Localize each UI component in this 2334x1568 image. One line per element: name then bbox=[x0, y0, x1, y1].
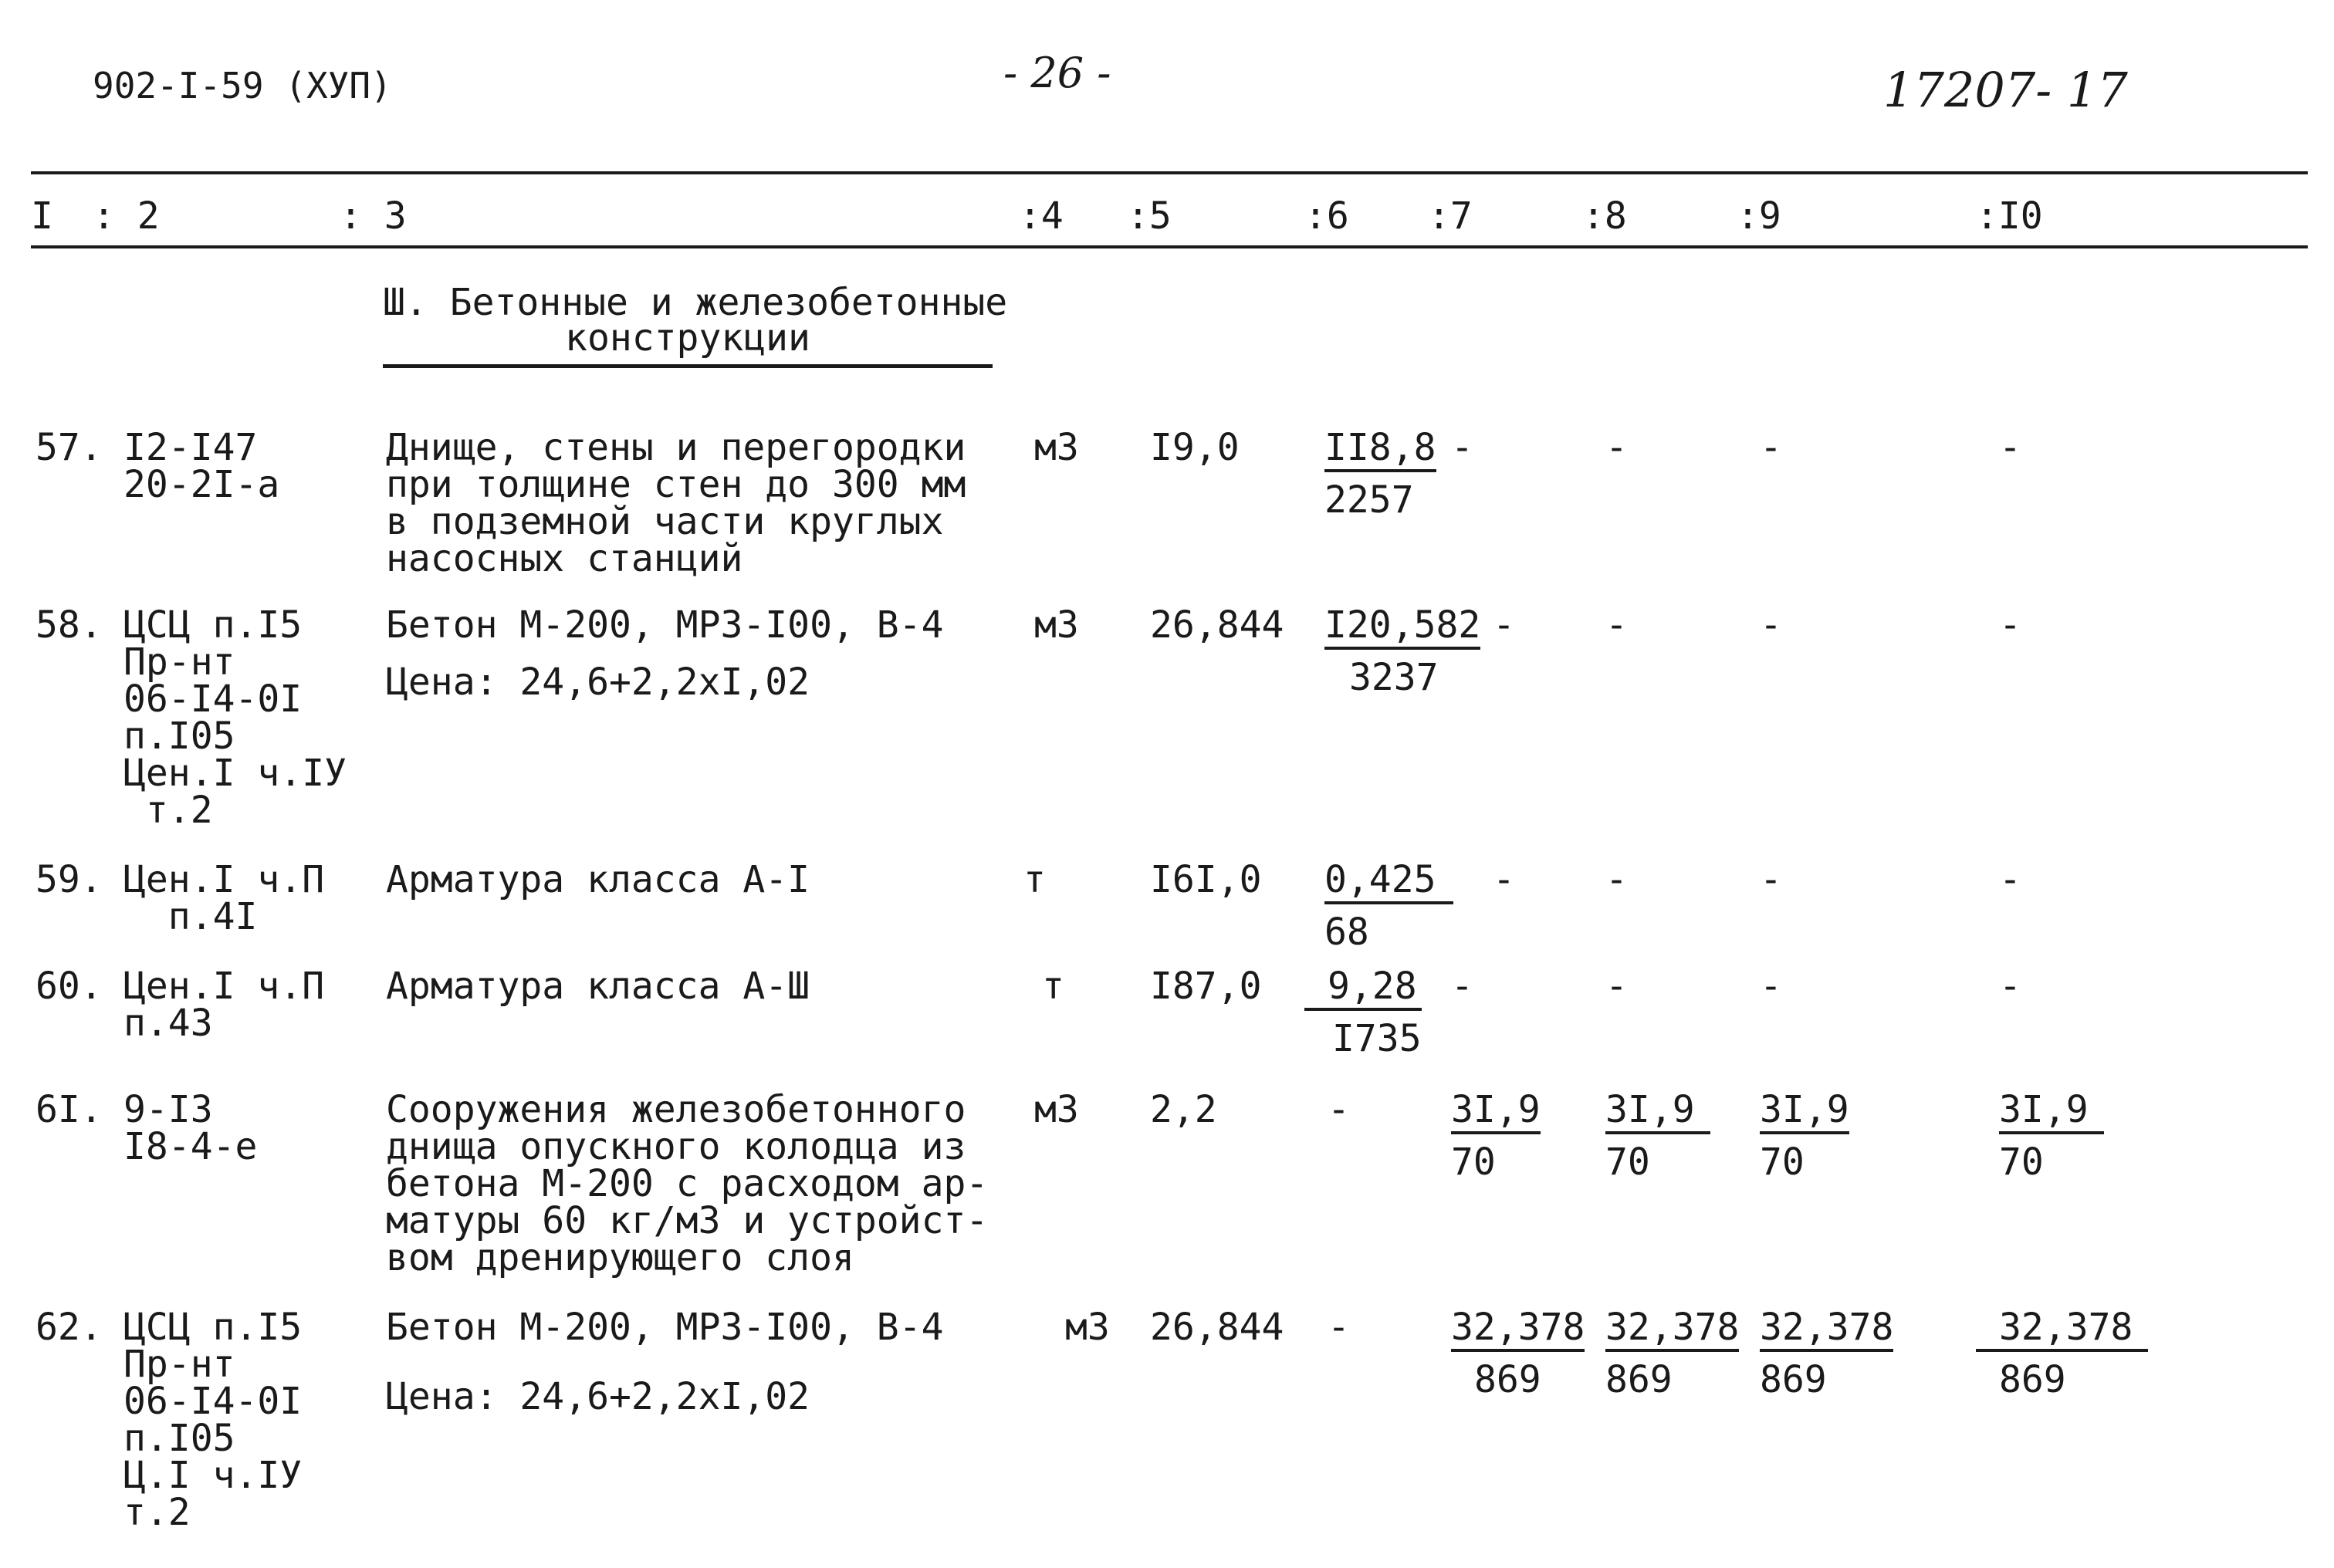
row-col10-fraction bbox=[1976, 1306, 2148, 1401]
row-unit: т bbox=[1023, 858, 1046, 901]
row-description: Днище, стены и перегородки при толщине стен до 300 мм в подземной части круглых насосных станций bbox=[386, 426, 966, 580]
row-unit: м3 bbox=[1034, 426, 1079, 469]
column-header-6: :6 bbox=[1304, 194, 1349, 238]
row-col7: - bbox=[1451, 965, 1473, 1008]
row-description: Сооружения железобетонного днища опускного колодца из бетона М-200 с расходом ар- матуры 60 кг/м3 и устройст- вом дренирующего слоя bbox=[386, 1088, 989, 1279]
row-code: ЦСЦ п.I5 Пр-нт 06-I4-0I п.I05 Цен.I ч.IУ т.2 bbox=[123, 603, 347, 832]
row-col7: - bbox=[1493, 603, 1515, 647]
fraction-top: 3I,9 bbox=[1451, 1091, 1541, 1134]
column-header-9: :9 bbox=[1737, 194, 1781, 238]
fraction-bottom: 70 bbox=[1605, 1141, 1650, 1184]
column-header-10: :I0 bbox=[1976, 194, 2043, 238]
fraction-top: 3I,9 bbox=[1760, 1091, 1849, 1134]
fraction-top: 9,28 bbox=[1304, 968, 1422, 1011]
fraction-top: 32,378 bbox=[1976, 1309, 2148, 1352]
row-col9: - bbox=[1760, 965, 1782, 1008]
row-number: 60. bbox=[36, 965, 103, 1008]
fraction-top: 0,425 bbox=[1324, 861, 1453, 904]
fraction-top: 32,378 bbox=[1760, 1309, 1893, 1352]
fraction-bottom: 70 bbox=[1999, 1141, 2044, 1184]
row-col8: - bbox=[1605, 426, 1628, 469]
fraction-bottom: 869 bbox=[1999, 1358, 2066, 1401]
fraction-bottom: 869 bbox=[1474, 1358, 1541, 1401]
column-header-3: : 3 bbox=[340, 194, 407, 238]
row-col9: - bbox=[1760, 858, 1782, 901]
sheet-number: 17207- 17 bbox=[1883, 62, 2128, 118]
column-header-2: : 2 bbox=[93, 194, 160, 238]
row-quantity: 2,2 bbox=[1150, 1088, 1217, 1131]
row-col6: - bbox=[1328, 1306, 1350, 1349]
row-unit: т bbox=[1042, 965, 1064, 1008]
row-number: 57. bbox=[36, 426, 103, 469]
fraction-bottom: 70 bbox=[1451, 1141, 1496, 1184]
header-top-rule bbox=[31, 171, 2308, 174]
column-header-8: :8 bbox=[1582, 194, 1627, 238]
row-col6: - bbox=[1328, 1088, 1350, 1131]
row-col8-fraction bbox=[1605, 1306, 1740, 1401]
row-col8: - bbox=[1605, 603, 1628, 647]
row-description: Бетон М-200, МРЗ-I00, В-4 bbox=[386, 1306, 944, 1349]
fraction-top: II8,8 bbox=[1324, 429, 1436, 472]
fraction-top: I20,582 bbox=[1324, 607, 1480, 650]
row-quantity: I6I,0 bbox=[1150, 858, 1262, 901]
row-code: ЦСЦ п.I5 Пр-нт 06-I4-0I п.I05 Ц.I ч.IУ т.2 bbox=[123, 1306, 303, 1534]
row-col9-fraction bbox=[1760, 1306, 1894, 1401]
row-number: 6I. bbox=[36, 1088, 103, 1131]
row-code: I2-I47 20-2I-a bbox=[123, 426, 280, 506]
fraction-top: 3I,9 bbox=[1605, 1091, 1710, 1134]
fraction-top: 32,378 bbox=[1451, 1309, 1585, 1352]
row-description: Арматура класса А-I bbox=[386, 858, 810, 901]
row-col10: - bbox=[1999, 858, 2021, 901]
row-col6-fraction bbox=[1304, 965, 1422, 1060]
row-col9-fraction bbox=[1760, 1088, 1849, 1184]
row-quantity: 26,844 bbox=[1150, 1306, 1284, 1349]
column-header-1: I bbox=[31, 194, 53, 238]
fraction-bottom: 869 bbox=[1605, 1358, 1673, 1401]
row-col10-fraction bbox=[1999, 1088, 2104, 1184]
row-col10: - bbox=[1999, 603, 2021, 647]
row-col8: - bbox=[1605, 858, 1628, 901]
row-code: Цен.I ч.П п.43 bbox=[123, 965, 325, 1045]
fraction-bottom: 3237 bbox=[1349, 656, 1439, 699]
row-description: Бетон М-200, МРЗ-I00, В-4 bbox=[386, 603, 944, 647]
fraction-bottom: I735 bbox=[1332, 1017, 1422, 1060]
row-price-formula: Цена: 24,6+2,2xI,02 bbox=[386, 661, 810, 704]
row-number: 58. bbox=[36, 603, 103, 647]
row-number: 62. bbox=[36, 1306, 103, 1349]
fraction-bottom: 70 bbox=[1760, 1141, 1805, 1184]
row-number: 59. bbox=[36, 858, 103, 901]
column-header-5: :5 bbox=[1127, 194, 1172, 238]
row-unit: м3 bbox=[1065, 1306, 1110, 1349]
column-header-4: :4 bbox=[1019, 194, 1064, 238]
row-description: Арматура класса А-Ш bbox=[386, 965, 810, 1008]
row-col6-fraction bbox=[1324, 603, 1481, 699]
row-col6-fraction bbox=[1324, 858, 1453, 954]
row-unit: м3 bbox=[1034, 1088, 1079, 1131]
row-code: 9-I3 I8-4-e bbox=[123, 1088, 258, 1168]
fraction-top: 3I,9 bbox=[1999, 1091, 2104, 1134]
row-unit: м3 bbox=[1034, 603, 1079, 647]
row-col7-fraction bbox=[1451, 1088, 1541, 1184]
row-quantity: I87,0 bbox=[1150, 965, 1262, 1008]
header-bottom-rule bbox=[31, 245, 2308, 248]
row-quantity: 26,844 bbox=[1150, 603, 1284, 647]
fraction-bottom: 869 bbox=[1760, 1358, 1827, 1401]
row-col10: - bbox=[1999, 426, 2021, 469]
row-quantity: I9,0 bbox=[1150, 426, 1240, 469]
row-code: Цен.I ч.П п.4I bbox=[123, 858, 325, 938]
fraction-bottom: 68 bbox=[1324, 911, 1369, 954]
row-col10: - bbox=[1999, 965, 2021, 1008]
row-col7-fraction bbox=[1451, 1306, 1585, 1401]
fraction-top: 32,378 bbox=[1605, 1309, 1739, 1352]
row-col6-fraction bbox=[1324, 426, 1436, 522]
document-code: 902-I-59 (XУП) bbox=[93, 65, 392, 106]
fraction-bottom: 2257 bbox=[1324, 478, 1414, 522]
row-col9: - bbox=[1760, 426, 1782, 469]
column-header-7: :7 bbox=[1428, 194, 1473, 238]
row-col8: - bbox=[1605, 965, 1628, 1008]
section-title-line1: Ш. Бетонные и железобетонные bbox=[383, 281, 1008, 324]
section-title-line2: конструкции bbox=[383, 319, 993, 368]
row-col7: - bbox=[1451, 426, 1473, 469]
row-col9: - bbox=[1760, 603, 1782, 647]
page-number: - 26 - bbox=[1003, 49, 1111, 97]
row-col8-fraction bbox=[1605, 1088, 1710, 1184]
row-price-formula: Цена: 24,6+2,2xI,02 bbox=[386, 1375, 810, 1418]
row-col7: - bbox=[1493, 858, 1515, 901]
